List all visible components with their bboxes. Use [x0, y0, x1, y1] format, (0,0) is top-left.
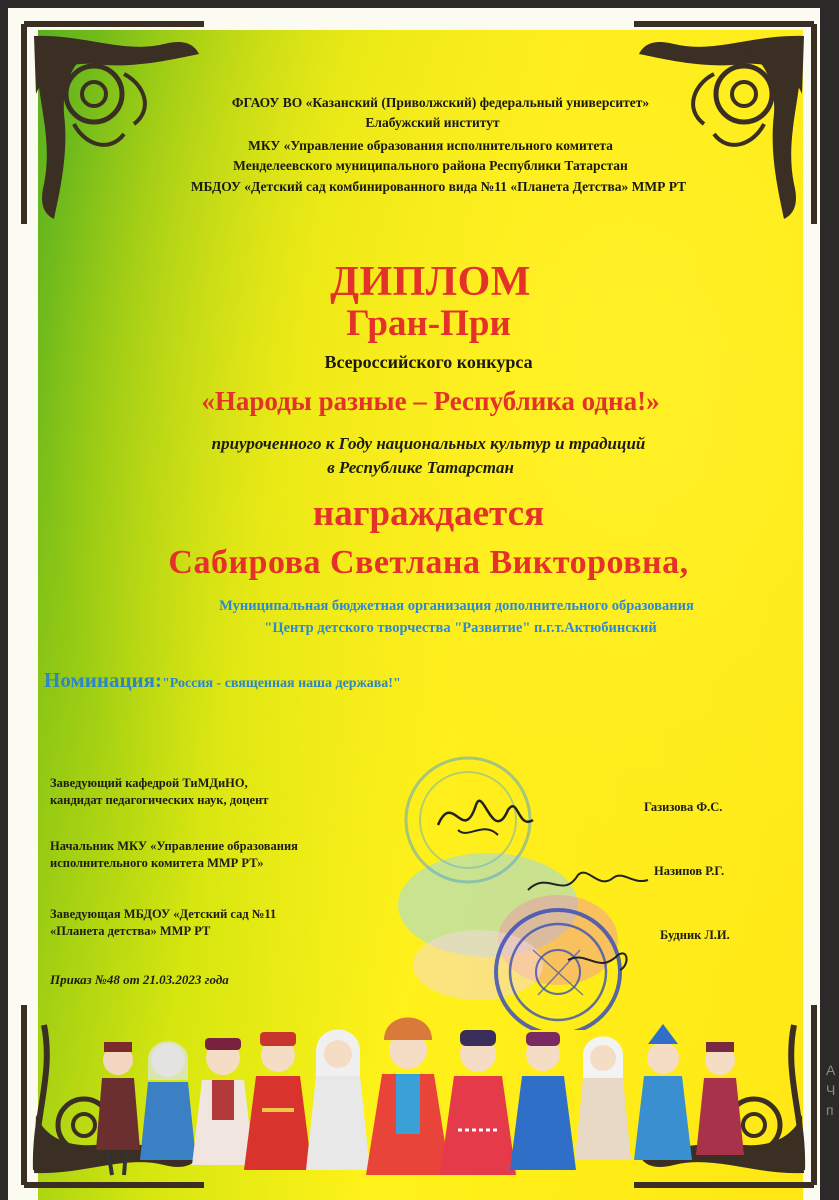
signature-1-role-line-1: Заведующий кафедрой ТиМДиНО,	[50, 776, 248, 790]
order-reference: Приказ №48 от 21.03.2023 года	[50, 972, 229, 987]
diploma-body	[38, 30, 803, 1200]
header-line-5: МБДОУ «Детский сад комбинированного вида №11 «Планета Детства» ММР РТ	[190, 179, 687, 194]
signature-1-role	[50, 775, 268, 809]
side-text-2: Ч	[826, 1082, 836, 1098]
diploma-title: ДИПЛОМ	[330, 259, 531, 305]
nomination-label: Номинация:	[44, 668, 162, 692]
organization-line-1: Муниципальная бюджетная организация дополнительного образования	[219, 598, 694, 614]
signature-3-role-line-1: Заведующая МБДОУ «Детский сад №11	[50, 907, 277, 921]
signature-2-role	[50, 838, 298, 872]
header-line-4: Менделеевского муниципального района Республики Татарстан	[233, 158, 628, 173]
signature-3-name: Будник Л.И.	[660, 928, 730, 942]
signature-2-name: Назипов Р.Г.	[654, 864, 725, 878]
header-line-3: МКУ «Управление образования исполнительного комитета	[248, 138, 613, 153]
signature-3-role-line-2: «Планета детства» ММР РТ	[50, 924, 211, 938]
header-line-2: Елабужский институт	[365, 115, 500, 130]
nomination	[44, 668, 401, 693]
folk-dolls-illustration-icon	[78, 1010, 778, 1190]
diploma-paper	[8, 8, 820, 1200]
side-text-3: п	[826, 1102, 834, 1118]
dedication-line-1: приуроченного к Году национальных культур и традиций	[211, 434, 646, 453]
dedication-line-2: в Республике Татарстан	[327, 458, 514, 477]
stamps-and-signatures-icon	[358, 750, 678, 1030]
signature-3-role	[50, 906, 276, 940]
signature-1-name: Газизова Ф.С.	[644, 800, 723, 814]
header-line-1: ФГАОУ ВО «Казанский (Приволжский) федеральный университет»	[231, 95, 650, 110]
recipient-name: Сабирова Светлана Викторовна,	[168, 544, 689, 581]
grade-title: Гран-При	[346, 303, 511, 344]
signature-1-role-line-2: кандидат педагогических наук, доцент	[50, 793, 269, 807]
side-text-1: А	[826, 1062, 836, 1078]
organization-line-2: "Центр детского творчества "Развитие" п.г.т.Актюбинский	[264, 620, 657, 636]
signature-2-role-line-2: исполнительного комитета ММР РТ»	[50, 856, 264, 870]
awarded-label: награждается	[312, 493, 545, 534]
nomination-value: "Россия - священная наша держава!"	[162, 676, 401, 691]
contest-name: «Народы разные – Республика одна!»	[201, 386, 660, 416]
signature-2-role-line-1: Начальник МКУ «Управление образования	[50, 839, 298, 853]
contest-kind: Всероссийского конкурса	[324, 352, 533, 372]
